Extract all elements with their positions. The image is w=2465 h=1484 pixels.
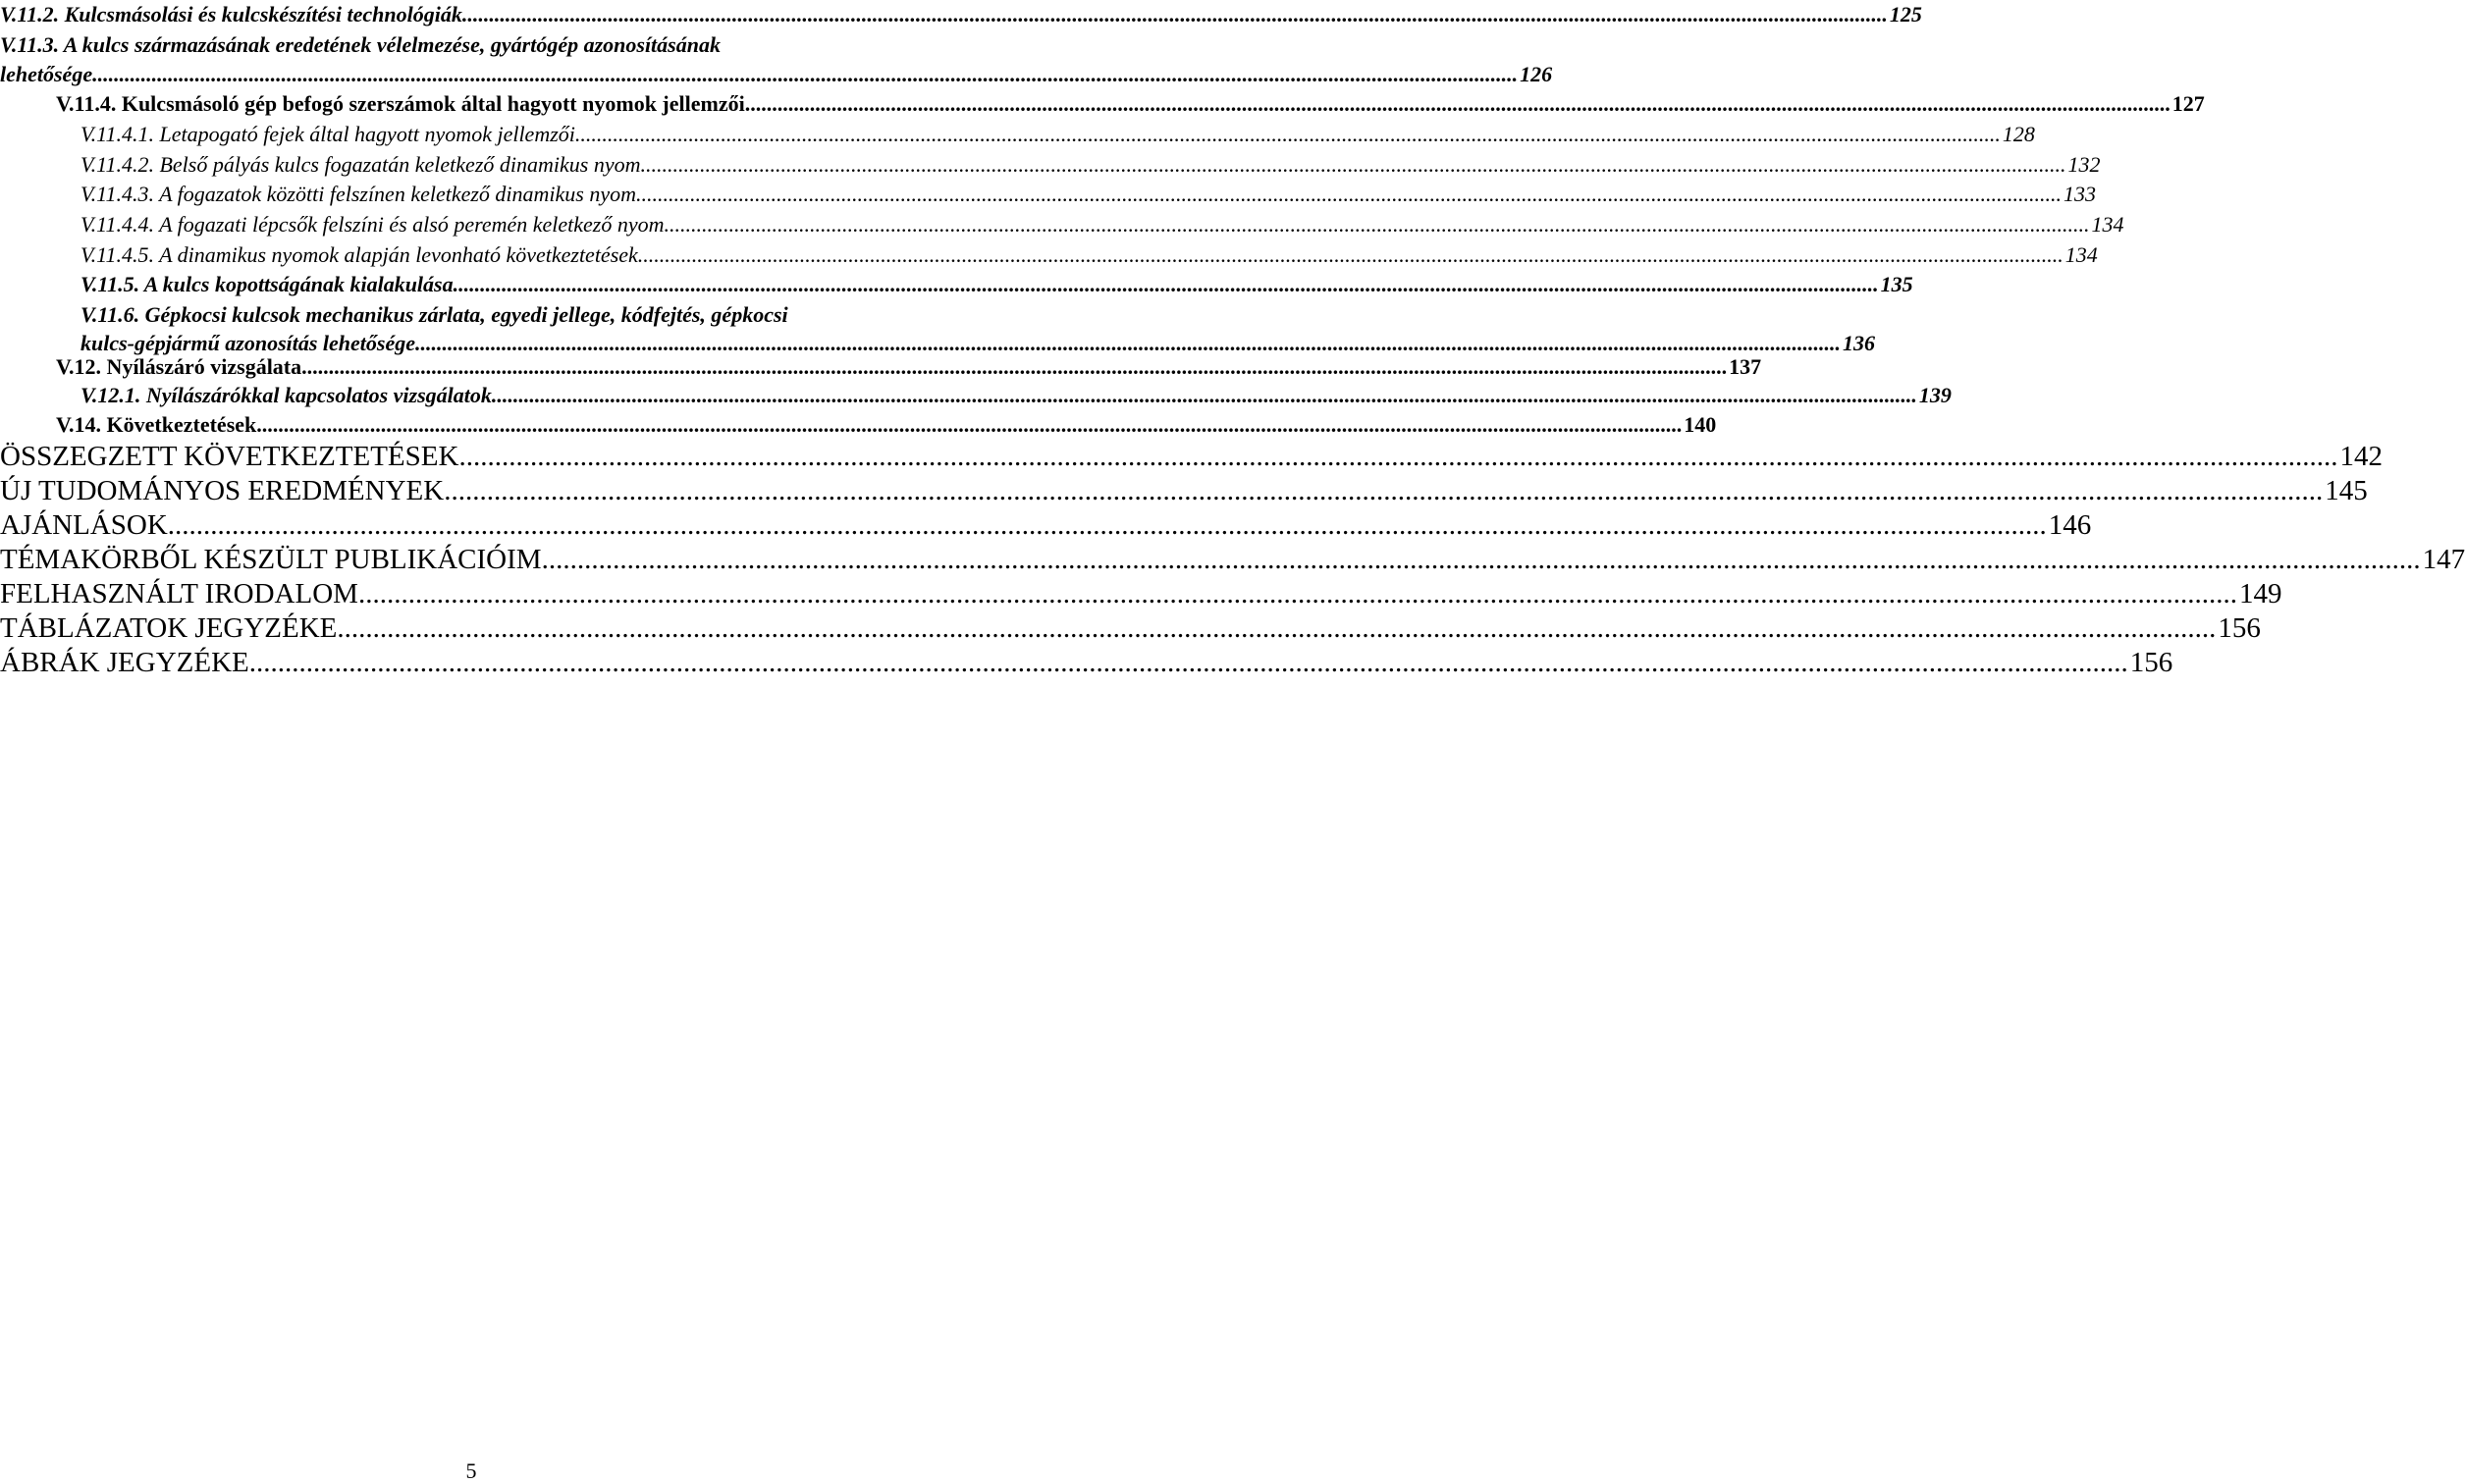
toc-entry-page: 136 bbox=[1843, 331, 1876, 355]
toc-entry-page: 128 bbox=[2002, 122, 2035, 146]
toc-entry-title: lehetősége bbox=[0, 62, 93, 86]
toc-entry-page: 137 bbox=[1729, 354, 1762, 379]
dot-leader bbox=[454, 272, 1879, 297]
dot-leader bbox=[636, 182, 2062, 207]
toc-entry[interactable] bbox=[0, 612, 2261, 645]
toc-entry[interactable] bbox=[0, 475, 2368, 507]
toc-entry-page: 156 bbox=[2218, 612, 2261, 644]
toc-entry-page: 134 bbox=[2064, 242, 2098, 267]
toc-entry-title: kulcs-gépjármű azonosítás lehetősége bbox=[80, 331, 416, 355]
dot-leader bbox=[542, 544, 2421, 576]
toc-entry[interactable] bbox=[80, 272, 1913, 297]
dot-leader bbox=[249, 647, 2128, 679]
toc-entry-title: ÁBRÁK JEGYZÉKE bbox=[0, 647, 249, 678]
toc-entry-title: V.11.4.1. Letapogató fejek által hagyott nyomok jellemzői bbox=[80, 122, 575, 146]
toc-entry-title: ÖSSZEGZETT KÖVETKEZTETÉSEK bbox=[0, 441, 459, 472]
toc-entry[interactable] bbox=[0, 544, 2465, 576]
toc-entry[interactable] bbox=[0, 509, 2092, 542]
toc-entry-page: 125 bbox=[1889, 2, 1922, 26]
toc-entry-page: 132 bbox=[2067, 152, 2101, 177]
toc-entry[interactable] bbox=[80, 182, 2097, 207]
toc-entry-title-line1: V.11.6. Gépkocsi kulcsok mechanikus zárlata, egyedi jellege, kódfejtés, gépkocsi bbox=[80, 302, 788, 327]
dot-leader bbox=[665, 212, 2090, 238]
dot-leader bbox=[415, 331, 1841, 356]
toc-entry-page: 147 bbox=[2422, 544, 2465, 575]
toc-entry-page: 134 bbox=[2091, 212, 2124, 237]
toc-entry-title: V.12.1. Nyílászárókkal kapcsolatos vizsgálatok bbox=[80, 383, 492, 407]
toc-entry-page: 140 bbox=[1684, 412, 1717, 437]
toc-entry[interactable] bbox=[0, 578, 2282, 610]
toc-entry-page: 139 bbox=[1918, 383, 1952, 407]
dot-leader bbox=[358, 578, 2237, 610]
toc-entry-page: 146 bbox=[2048, 509, 2092, 541]
toc-entry[interactable] bbox=[80, 242, 2098, 268]
toc-entry[interactable] bbox=[56, 412, 1717, 438]
dot-leader bbox=[256, 412, 1682, 438]
toc-entry[interactable] bbox=[0, 2, 1922, 27]
toc-entry[interactable] bbox=[80, 152, 2101, 178]
toc-entry[interactable] bbox=[0, 647, 2173, 679]
toc-entry-page: 126 bbox=[1520, 62, 1553, 86]
toc-entry-title: ÚJ TUDOMÁNYOS EREDMÉNYEK bbox=[0, 475, 445, 506]
dot-leader bbox=[458, 441, 2337, 473]
toc-entry-title: V.11.4.3. A fogazatok közötti felszínen keletkező dinamikus nyom bbox=[80, 182, 637, 206]
toc-entry[interactable] bbox=[56, 354, 1762, 380]
toc-entry-page: 145 bbox=[2325, 475, 2368, 506]
toc-entry-title: V.12. Nyílászáró vizsgálata bbox=[56, 354, 302, 379]
toc-entry-page: 135 bbox=[1880, 272, 1913, 296]
dot-leader bbox=[301, 354, 1727, 380]
toc-entry-title: V.11.2. Kulcsmásolási és kulcskészítési technológiák bbox=[0, 2, 462, 26]
toc-entry-page: 127 bbox=[2171, 91, 2205, 116]
toc-entry-title: V.11.5. A kulcs kopottságának kialakulása bbox=[80, 272, 454, 296]
toc-entry-title-line1: V.11.3. A kulcs származásának eredetének vélelmezése, gyártógép azonosításának bbox=[0, 32, 721, 57]
dot-leader bbox=[638, 242, 2063, 268]
dot-leader bbox=[337, 612, 2216, 645]
toc-entry-page: 133 bbox=[2063, 182, 2097, 206]
toc-entry[interactable] bbox=[0, 32, 1553, 87]
toc-entry[interactable] bbox=[0, 441, 2383, 473]
dot-leader bbox=[640, 152, 2065, 178]
toc-entry-page: 142 bbox=[2339, 441, 2383, 472]
dot-leader bbox=[462, 2, 1888, 27]
dot-leader bbox=[575, 122, 2001, 147]
toc-entry-title: V.14. Következtetések bbox=[56, 412, 257, 437]
toc-entry-title: TÉMAKÖRBŐL KÉSZÜLT PUBLIKÁCIÓIM bbox=[0, 544, 542, 575]
dot-leader bbox=[444, 475, 2323, 507]
toc-entry[interactable] bbox=[80, 122, 2035, 147]
dot-leader bbox=[92, 62, 1518, 87]
dot-leader bbox=[168, 509, 2047, 542]
toc-entry-title: V.11.4.4. A fogazati lépcsők felszíni és alsó peremén keletkező nyom bbox=[80, 212, 665, 237]
toc-entry-page: 156 bbox=[2129, 647, 2173, 678]
dot-leader bbox=[745, 91, 2170, 117]
toc-entry[interactable] bbox=[80, 302, 1876, 356]
toc-entry-title: AJÁNLÁSOK bbox=[0, 509, 168, 541]
toc-entry-page: 149 bbox=[2238, 578, 2282, 610]
toc-entry-title: V.11.4.5. A dinamikus nyomok alapján levonható következtetések bbox=[80, 242, 638, 267]
toc-entry[interactable] bbox=[56, 91, 2205, 117]
toc-entry-title: V.11.4. Kulcsmásoló gép befogó szerszámok által hagyott nyomok jellemzői bbox=[56, 91, 745, 116]
toc-entry-title: FELHASZNÁLT IRODALOM bbox=[0, 578, 358, 610]
dot-leader bbox=[492, 383, 1917, 408]
toc-entry-title: V.11.4.2. Belső pályás kulcs fogazatán keletkező dinamikus nyom bbox=[80, 152, 641, 177]
toc-entry[interactable] bbox=[80, 383, 1952, 408]
toc-entry[interactable] bbox=[80, 212, 2124, 238]
page-number: 5 bbox=[465, 1458, 477, 1483]
toc-entry-title: TÁBLÁZATOK JEGYZÉKE bbox=[0, 612, 338, 644]
